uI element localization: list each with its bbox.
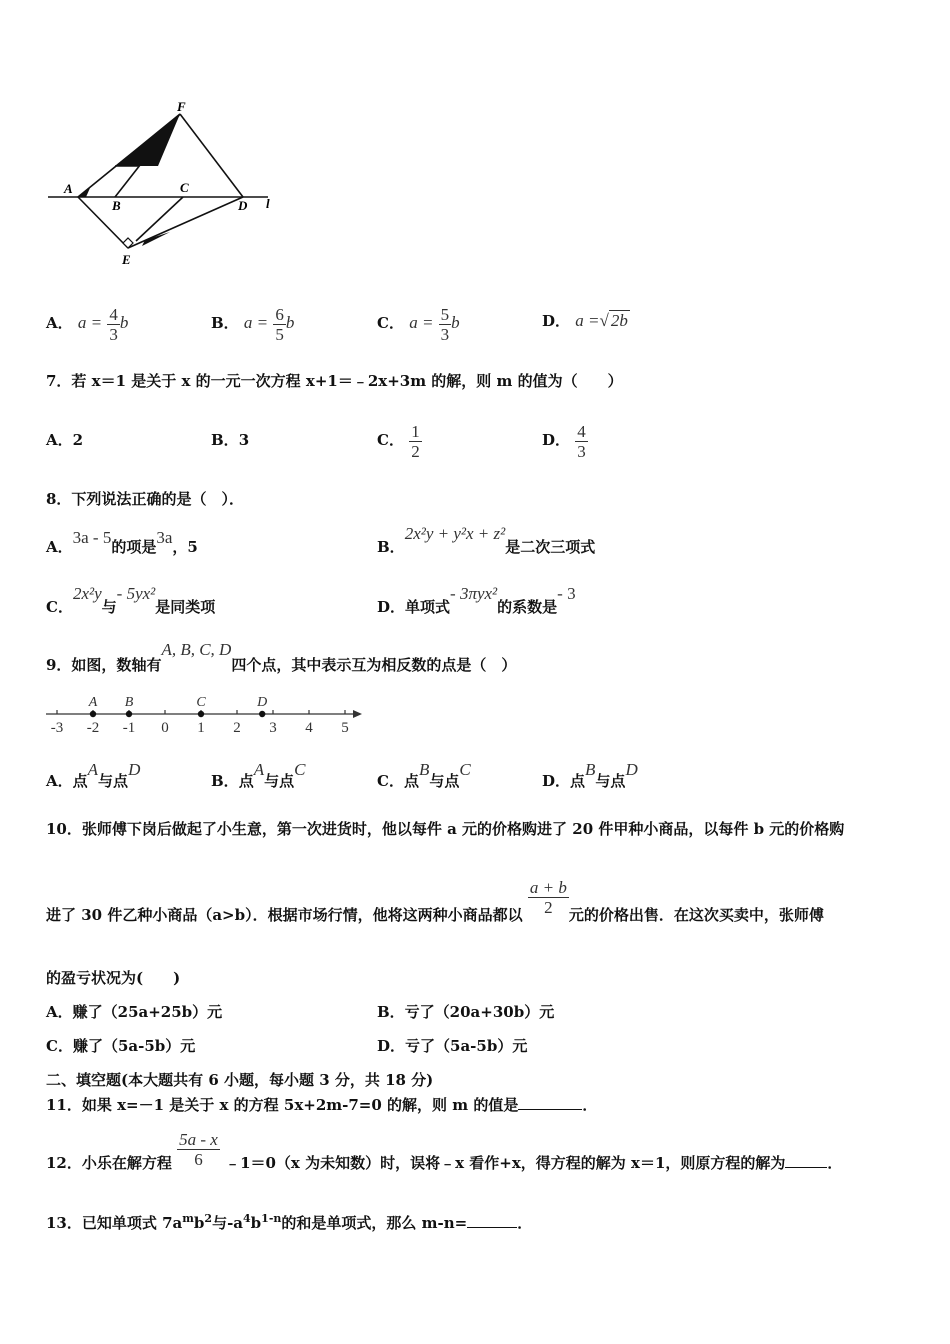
- q9-option-c[interactable]: C．点B与点C: [377, 760, 471, 790]
- section-heading: 二、填空题(本大题共有 6 小题，每小题 3 分，共 18 分): [46, 1071, 434, 1089]
- fraction: $\frac{a + b}{2}$: [529, 878, 567, 917]
- axis-tick-label: 5: [341, 720, 349, 736]
- q10-option-c[interactable]: C．赚了（5a-5b）元: [46, 1037, 196, 1055]
- fraction: $\frac{1}{2}$: [411, 421, 420, 461]
- point-label: A: [64, 181, 73, 196]
- point-label: B: [112, 198, 121, 213]
- axis-tick-label: -2: [86, 720, 100, 736]
- q9-option-a[interactable]: A．点A与点D: [46, 760, 141, 790]
- axis-tick-label: -1: [122, 720, 136, 736]
- q7-option-c[interactable]: C． $\frac{1}{2}$: [377, 421, 420, 461]
- q7-option-a[interactable]: A．2: [46, 431, 84, 449]
- q9-stem: 9．如图，数轴有A, B, C, D四个点，其中表示互为相反数的点是（ ）: [46, 640, 517, 674]
- axis-point-label: D: [257, 695, 268, 710]
- q6-option-a[interactable]: A． a = $\frac{4}{3}$ b: [46, 304, 129, 344]
- q10-option-d[interactable]: D．亏了（5a-5b）元: [377, 1037, 528, 1055]
- q8-stem: 8．下列说法正确的是（ ）．: [46, 490, 244, 508]
- q10-line3: 的盈亏状况为( ): [46, 969, 181, 987]
- q7-option-b[interactable]: B．3: [211, 431, 250, 449]
- q9-option-d[interactable]: D．点B与点D: [542, 760, 638, 790]
- q10-option-b[interactable]: B．亏了（20a+30b）元: [377, 1003, 555, 1021]
- axis-tick-label: 4: [305, 720, 313, 736]
- q7-option-d[interactable]: D． $\frac{4}{3}$: [542, 421, 586, 461]
- q10-line1: 10．张师傅下岗后做起了小生意，第一次进货时，他以每件 a 元的价格购进了 20 件甲种小商品，以每件 b 元的价格购: [46, 820, 845, 838]
- axis-point-label: C: [196, 695, 206, 710]
- answer-blank[interactable]: [518, 1109, 582, 1110]
- q10-option-a[interactable]: A．赚了（25a+25b）元: [46, 1003, 223, 1021]
- q6-option-d[interactable]: D． a =√ 2b: [542, 311, 628, 330]
- axis-point: [198, 711, 204, 717]
- q11: 11．如果 x=－1 是关于 x 的方程 5x+2m-7=0 的解，则 m 的值是 ．: [46, 1096, 598, 1114]
- line-label: l: [266, 196, 270, 211]
- q9-option-b[interactable]: B．点A与点C: [211, 760, 306, 790]
- fraction: $\frac{4}{3}$: [109, 304, 118, 344]
- q8-option-d[interactable]: D．单项式- 3πyx²的系数是- 3: [377, 584, 576, 616]
- q8-option-b[interactable]: B．2x²y + y²x + z²是二次三项式: [377, 524, 596, 556]
- fraction: $\frac{6}{5}$: [275, 304, 284, 344]
- q8-option-c[interactable]: C．2x²y与- 5yx²是同类项: [46, 584, 216, 616]
- q7-stem: 7．若 x＝1 是关于 x 的一元一次方程 x+1＝﹣2x+3m 的解，则 m 的值为（ ）: [46, 372, 623, 390]
- axis-tick-label: 3: [269, 720, 277, 736]
- axis-point: [126, 711, 132, 717]
- geometry-figure: [40, 96, 290, 271]
- axis-point-label: B: [124, 695, 134, 710]
- q10-line2: 进了 30 件乙种小商品（a>b）．根据市场行情，他将这两种小商品都以 $\frac{a + b}{2}$ 元的价格出售．在这次买卖中，张师傅: [46, 878, 824, 924]
- point-label: D: [238, 198, 248, 213]
- fraction: $\frac{5}{3}$: [440, 304, 450, 344]
- q13: 13．已知单项式 $7a^mb^2$与$-a^4b^{1-n}$的和是单项式，那么 m-n= ．: [46, 1212, 533, 1232]
- axis-tick-label: 1: [197, 720, 205, 736]
- point-label: E: [122, 252, 131, 267]
- point-label: F: [177, 99, 186, 114]
- axis-tick-label: 0: [161, 720, 169, 736]
- axis-tick-label: -3: [50, 720, 64, 736]
- q6-option-b[interactable]: B． a = $\frac{6}{5}$ b: [211, 304, 295, 344]
- q8-option-a[interactable]: A．3a - 5的项是3a，5: [46, 528, 198, 556]
- axis-tick-label: 2: [233, 720, 241, 736]
- point-label: C: [180, 180, 189, 195]
- axis-point: [90, 711, 96, 717]
- axis-point: [259, 711, 265, 717]
- answer-blank[interactable]: [785, 1167, 827, 1168]
- number-line: [40, 692, 370, 738]
- q6-option-c[interactable]: C． a = $\frac{5}{3}$ b: [377, 304, 460, 344]
- q12: 12．小乐在解方程 $\frac{5a - x}{6}$ ﹣1＝0（x 为未知数）时，误将﹣x 看作+x，得方程的解为 x＝1，则原方程的解为 ．: [46, 1130, 843, 1172]
- fraction: $\frac{5a - x}{6}$: [179, 1130, 218, 1169]
- axis-point-label: A: [88, 695, 98, 710]
- fraction: $\frac{4}{3}$: [577, 421, 586, 461]
- answer-blank[interactable]: [467, 1227, 517, 1228]
